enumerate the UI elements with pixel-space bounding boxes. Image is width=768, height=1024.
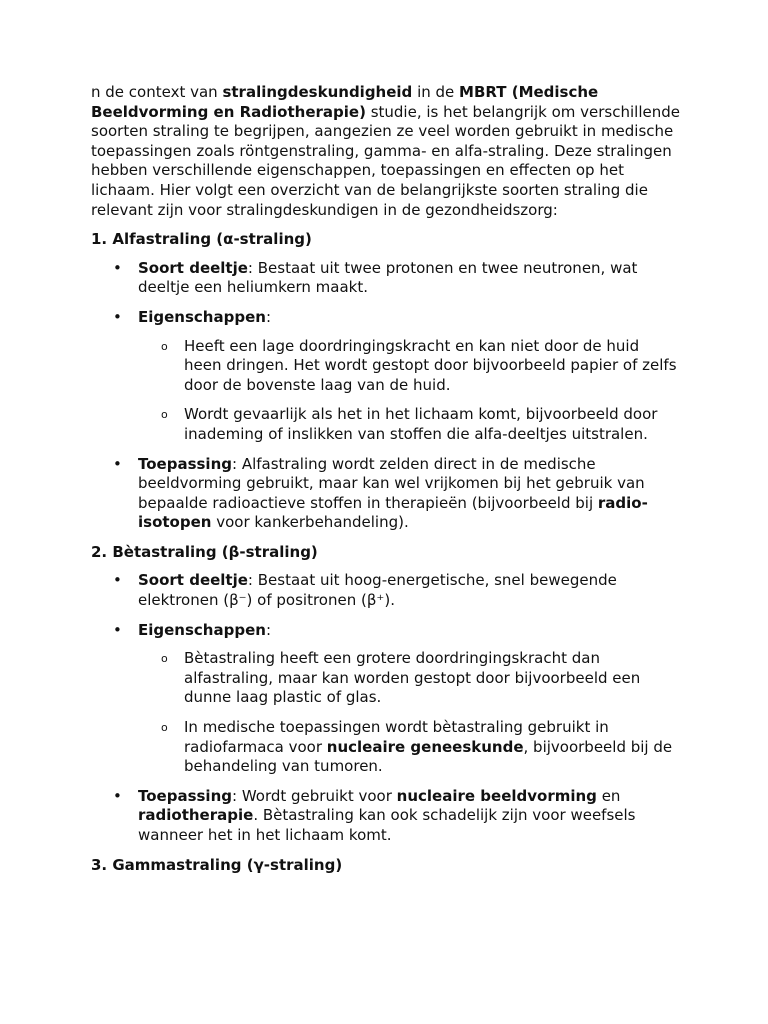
item-bold: radio-isotopen bbox=[138, 493, 648, 532]
item-label: Soort deeltje bbox=[138, 258, 248, 277]
item-text: : Alfastraling wordt zelden direct in de medische beeldvorming gebruikt, maar kan wel vrijkomen bij het gebruik van bepaalde radioactieve stoffen in therapieën (bijvoorbeeld bij bbox=[138, 454, 645, 512]
list-item bbox=[91, 259, 681, 298]
intro-paragraph bbox=[91, 83, 681, 220]
item-text: : Bestaat uit twee protonen en twee neutronen, wat deeltje een heliumkern maakt. bbox=[138, 258, 638, 297]
item-label: Eigenschappen bbox=[138, 620, 266, 639]
intro-bold-1: stralingdeskundigheid bbox=[222, 83, 413, 101]
list-item bbox=[91, 308, 681, 445]
beta-list bbox=[91, 571, 681, 845]
sub-list-item: o Heeft een lage doordringingskracht en kan niet door de huid heen dringen. Het wordt gestopt door bijvoorbeeld papier of zelfs door de bovenste laag van de huid. bbox=[138, 337, 681, 396]
list-item bbox=[91, 571, 681, 610]
intro-text-3: studie, is het belangrijk om verschillende soorten straling te begrijpen, aangezien ze veel worden gebruikt in medische toepassingen zoals röntgenstraling, gamma- en alfa-straling. Deze stralingen hebben verschillende eigenschappen, toepassingen en effecten op het lichaam. Hier volgt een overzicht van de belangrijkste soorten straling die relevant zijn voor stralingdeskundigen in de gezondheidszorg: bbox=[91, 102, 680, 219]
list-item bbox=[91, 455, 681, 533]
item-bold: nucleaire geneeskunde bbox=[326, 737, 524, 756]
list-item bbox=[91, 621, 681, 777]
item-label: Toepassing bbox=[138, 454, 232, 473]
list-item bbox=[91, 787, 681, 846]
section-heading-alfa: 1. Alfastraling (α-straling) bbox=[91, 230, 312, 249]
item-bold: radiotherapie bbox=[138, 806, 254, 825]
item-text: In medische toepassingen wordt bètastraling gebruikt in radiofarmaca voor bbox=[184, 718, 609, 756]
item-label: Toepassing bbox=[138, 786, 232, 805]
sub-list bbox=[138, 337, 681, 445]
document-page bbox=[91, 83, 681, 875]
item-text: : bbox=[265, 307, 271, 326]
intro-text-1: n de context van bbox=[91, 83, 223, 101]
item-text: : bbox=[265, 620, 271, 639]
alfa-list bbox=[91, 259, 681, 533]
section-heading-gamma: 3. Gammastraling (γ-straling) bbox=[91, 855, 343, 874]
sub-list-item: o Wordt gevaarlijk als het in het lichaam komt, bijvoorbeeld door inademing of inslikken van stoffen die alfa-deeltjes uitstralen. bbox=[138, 405, 681, 444]
sub-list-item bbox=[138, 718, 681, 777]
item-text: : Wordt gebruikt voor bbox=[232, 786, 397, 805]
item-text: . Bètastraling kan ook schadelijk zijn voor weefsels wanneer het in het lichaam komt. bbox=[138, 806, 636, 844]
item-label: Soort deeltje bbox=[138, 571, 248, 590]
section-heading-beta: 2. Bètastraling (β-straling) bbox=[91, 542, 318, 561]
item-text: voor kankerbehandeling). bbox=[211, 513, 409, 532]
item-text: en bbox=[596, 786, 621, 805]
item-text: , bijvoorbeeld bij de behandeling van tumoren. bbox=[184, 737, 673, 776]
sub-list-item: o Bètastraling heeft een grotere doordringingskracht dan alfastraling, maar kan worden gestopt door bijvoorbeeld een dunne laag plastic of glas. bbox=[138, 649, 681, 708]
item-bold: nucleaire beeldvorming bbox=[396, 786, 597, 805]
sub-list bbox=[138, 649, 681, 777]
item-text: : Bestaat uit hoog-energetische, snel bewegende elektronen (β⁻) of positronen (β⁺). bbox=[138, 571, 617, 610]
intro-bold-2: MBRT (Medische Beeldvorming en Radiotherapie) bbox=[91, 83, 599, 121]
item-label: Eigenschappen bbox=[138, 307, 266, 326]
intro-text-2: in de bbox=[412, 83, 460, 101]
